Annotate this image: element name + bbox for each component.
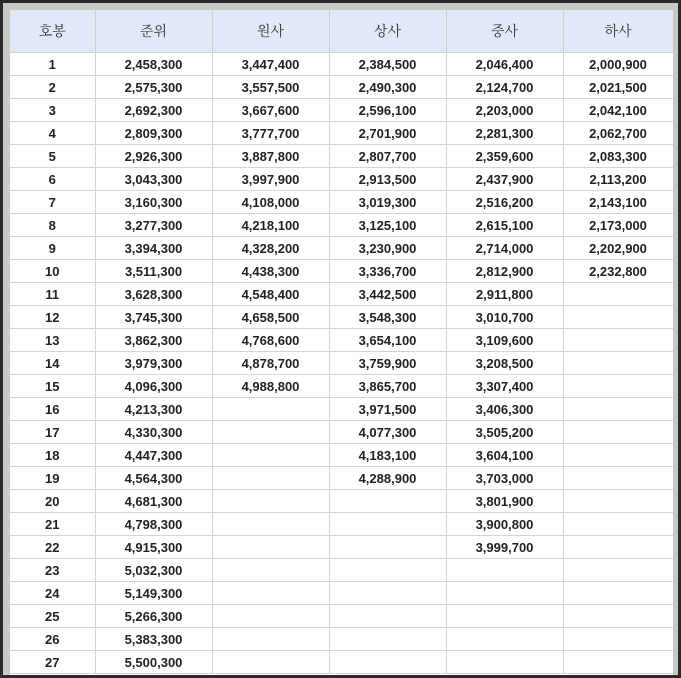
- cell-rank-step: 23: [10, 559, 95, 582]
- cell-sergeant-major: [212, 444, 329, 467]
- cell-rank-step: 18: [10, 444, 95, 467]
- table-row: [10, 444, 673, 467]
- cell-staff-sergeant: 2,173,000: [563, 214, 673, 237]
- cell-sergeant-major: 3,997,900: [212, 168, 329, 191]
- cell-warrant-officer: 5,500,300: [95, 651, 212, 674]
- cell-rank-step: 26: [10, 628, 95, 651]
- cell-master-sergeant: 4,077,300: [329, 421, 446, 444]
- table-row: [10, 421, 673, 444]
- cell-rank-step: 19: [10, 467, 95, 490]
- cell-sergeant-first-class: [446, 628, 563, 651]
- cell-master-sergeant: [329, 536, 446, 559]
- cell-sergeant-first-class: 3,604,100: [446, 444, 563, 467]
- cell-sergeant-major: [212, 651, 329, 674]
- cell-warrant-officer: 3,862,300: [95, 329, 212, 352]
- cell-sergeant-major: 4,218,100: [212, 214, 329, 237]
- cell-sergeant-major: 4,438,300: [212, 260, 329, 283]
- cell-master-sergeant: [329, 651, 446, 674]
- cell-master-sergeant: 3,971,500: [329, 398, 446, 421]
- cell-rank-step: 10: [10, 260, 95, 283]
- cell-warrant-officer: 4,915,300: [95, 536, 212, 559]
- table-row: [10, 628, 673, 651]
- cell-sergeant-major: [212, 513, 329, 536]
- cell-sergeant-major: 3,667,600: [212, 99, 329, 122]
- cell-sergeant-first-class: 2,714,000: [446, 237, 563, 260]
- cell-master-sergeant: [329, 513, 446, 536]
- cell-warrant-officer: 3,511,300: [95, 260, 212, 283]
- cell-rank-step: 1: [10, 53, 95, 76]
- table-row: [10, 329, 673, 352]
- cell-sergeant-first-class: 2,124,700: [446, 76, 563, 99]
- cell-sergeant-first-class: 2,046,400: [446, 53, 563, 76]
- cell-rank-step: 6: [10, 168, 95, 191]
- table-row: [10, 513, 673, 536]
- cell-sergeant-major: 3,447,400: [212, 53, 329, 76]
- cell-sergeant-first-class: 2,615,100: [446, 214, 563, 237]
- cell-warrant-officer: 2,692,300: [95, 99, 212, 122]
- cell-sergeant-major: 3,887,800: [212, 145, 329, 168]
- cell-sergeant-major: [212, 559, 329, 582]
- cell-sergeant-first-class: 3,010,700: [446, 306, 563, 329]
- table-row: [10, 605, 673, 628]
- cell-master-sergeant: 2,913,500: [329, 168, 446, 191]
- cell-sergeant-first-class: 3,505,200: [446, 421, 563, 444]
- table-header-row: [10, 10, 673, 53]
- header-master-sergeant: 상사: [329, 10, 446, 53]
- cell-rank-step: 22: [10, 536, 95, 559]
- table-row: [10, 467, 673, 490]
- cell-sergeant-major: [212, 536, 329, 559]
- cell-rank-step: 4: [10, 122, 95, 145]
- cell-sergeant-major: 4,988,800: [212, 375, 329, 398]
- table-row: [10, 168, 673, 191]
- header-rank-step: 호봉: [10, 10, 95, 53]
- cell-sergeant-first-class: 3,703,000: [446, 467, 563, 490]
- cell-staff-sergeant: 2,021,500: [563, 76, 673, 99]
- cell-master-sergeant: 3,442,500: [329, 283, 446, 306]
- table-row: [10, 191, 673, 214]
- cell-rank-step: 13: [10, 329, 95, 352]
- cell-staff-sergeant: 2,000,900: [563, 53, 673, 76]
- cell-sergeant-first-class: 2,203,000: [446, 99, 563, 122]
- cell-master-sergeant: 3,865,700: [329, 375, 446, 398]
- cell-warrant-officer: 4,798,300: [95, 513, 212, 536]
- cell-warrant-officer: 4,681,300: [95, 490, 212, 513]
- cell-sergeant-first-class: 2,911,800: [446, 283, 563, 306]
- cell-rank-step: 17: [10, 421, 95, 444]
- cell-sergeant-first-class: 3,801,900: [446, 490, 563, 513]
- cell-master-sergeant: 3,019,300: [329, 191, 446, 214]
- cell-staff-sergeant: [563, 398, 673, 421]
- table-row: [10, 214, 673, 237]
- cell-staff-sergeant: 2,042,100: [563, 99, 673, 122]
- cell-sergeant-first-class: 3,109,600: [446, 329, 563, 352]
- cell-sergeant-major: [212, 421, 329, 444]
- table-row: [10, 53, 673, 76]
- table-row: [10, 283, 673, 306]
- cell-rank-step: 8: [10, 214, 95, 237]
- cell-master-sergeant: [329, 605, 446, 628]
- cell-sergeant-first-class: 3,208,500: [446, 352, 563, 375]
- cell-staff-sergeant: [563, 490, 673, 513]
- header-sergeant-major: 원사: [212, 10, 329, 53]
- cell-sergeant-first-class: 2,812,900: [446, 260, 563, 283]
- cell-sergeant-major: [212, 398, 329, 421]
- cell-sergeant-first-class: 3,406,300: [446, 398, 563, 421]
- cell-rank-step: 9: [10, 237, 95, 260]
- cell-sergeant-major: 3,777,700: [212, 122, 329, 145]
- cell-staff-sergeant: 2,083,300: [563, 145, 673, 168]
- cell-sergeant-first-class: 2,359,600: [446, 145, 563, 168]
- cell-warrant-officer: 4,330,300: [95, 421, 212, 444]
- cell-rank-step: 3: [10, 99, 95, 122]
- cell-staff-sergeant: 2,202,900: [563, 237, 673, 260]
- cell-staff-sergeant: [563, 559, 673, 582]
- table-row: [10, 260, 673, 283]
- cell-staff-sergeant: [563, 651, 673, 674]
- cell-warrant-officer: 2,809,300: [95, 122, 212, 145]
- table-row: [10, 145, 673, 168]
- cell-staff-sergeant: 2,062,700: [563, 122, 673, 145]
- cell-staff-sergeant: [563, 329, 673, 352]
- table-row: [10, 398, 673, 421]
- cell-rank-step: 5: [10, 145, 95, 168]
- table-row: [10, 306, 673, 329]
- cell-rank-step: 27: [10, 651, 95, 674]
- cell-master-sergeant: 4,288,900: [329, 467, 446, 490]
- cell-sergeant-major: [212, 605, 329, 628]
- cell-staff-sergeant: [563, 444, 673, 467]
- cell-master-sergeant: [329, 490, 446, 513]
- cell-sergeant-first-class: 3,999,700: [446, 536, 563, 559]
- cell-sergeant-major: 4,878,700: [212, 352, 329, 375]
- cell-rank-step: 12: [10, 306, 95, 329]
- cell-sergeant-major: [212, 628, 329, 651]
- cell-warrant-officer: 5,032,300: [95, 559, 212, 582]
- cell-master-sergeant: 2,384,500: [329, 53, 446, 76]
- cell-rank-step: 20: [10, 490, 95, 513]
- cell-rank-step: 2: [10, 76, 95, 99]
- table-row: [10, 559, 673, 582]
- cell-sergeant-major: 4,108,000: [212, 191, 329, 214]
- cell-rank-step: 11: [10, 283, 95, 306]
- cell-master-sergeant: 3,548,300: [329, 306, 446, 329]
- table-row: [10, 582, 673, 605]
- cell-master-sergeant: [329, 559, 446, 582]
- header-sergeant-first-class: 중사: [446, 10, 563, 53]
- cell-staff-sergeant: 2,232,800: [563, 260, 673, 283]
- cell-warrant-officer: 3,394,300: [95, 237, 212, 260]
- cell-staff-sergeant: 2,143,100: [563, 191, 673, 214]
- cell-sergeant-first-class: [446, 582, 563, 605]
- cell-master-sergeant: 2,596,100: [329, 99, 446, 122]
- cell-master-sergeant: 2,701,900: [329, 122, 446, 145]
- cell-master-sergeant: 3,336,700: [329, 260, 446, 283]
- cell-warrant-officer: 3,043,300: [95, 168, 212, 191]
- cell-sergeant-major: 4,768,600: [212, 329, 329, 352]
- cell-warrant-officer: 3,160,300: [95, 191, 212, 214]
- cell-sergeant-first-class: [446, 559, 563, 582]
- cell-staff-sergeant: 2,113,200: [563, 168, 673, 191]
- cell-staff-sergeant: [563, 467, 673, 490]
- cell-sergeant-first-class: [446, 651, 563, 674]
- cell-warrant-officer: 2,575,300: [95, 76, 212, 99]
- table-row: [10, 237, 673, 260]
- cell-sergeant-first-class: 2,437,900: [446, 168, 563, 191]
- cell-staff-sergeant: [563, 582, 673, 605]
- cell-master-sergeant: 2,807,700: [329, 145, 446, 168]
- cell-staff-sergeant: [563, 352, 673, 375]
- cell-rank-step: 24: [10, 582, 95, 605]
- table-row: [10, 76, 673, 99]
- cell-staff-sergeant: [563, 513, 673, 536]
- table-row: [10, 122, 673, 145]
- salary-table: [10, 10, 673, 674]
- table-row: [10, 99, 673, 122]
- cell-warrant-officer: 5,266,300: [95, 605, 212, 628]
- table-row: [10, 536, 673, 559]
- header-staff-sergeant: 하사: [563, 10, 673, 53]
- cell-rank-step: 14: [10, 352, 95, 375]
- cell-sergeant-first-class: 2,516,200: [446, 191, 563, 214]
- cell-warrant-officer: 2,458,300: [95, 53, 212, 76]
- table-body: [10, 53, 673, 674]
- cell-sergeant-first-class: 2,281,300: [446, 122, 563, 145]
- cell-sergeant-first-class: 3,900,800: [446, 513, 563, 536]
- cell-warrant-officer: 4,564,300: [95, 467, 212, 490]
- cell-staff-sergeant: [563, 605, 673, 628]
- cell-rank-step: 15: [10, 375, 95, 398]
- cell-master-sergeant: 3,654,100: [329, 329, 446, 352]
- cell-rank-step: 16: [10, 398, 95, 421]
- cell-staff-sergeant: [563, 375, 673, 398]
- cell-staff-sergeant: [563, 628, 673, 651]
- table-viewport: [9, 9, 673, 676]
- cell-staff-sergeant: [563, 283, 673, 306]
- cell-staff-sergeant: [563, 306, 673, 329]
- cell-master-sergeant: 3,759,900: [329, 352, 446, 375]
- cell-sergeant-major: [212, 582, 329, 605]
- cell-sergeant-major: [212, 467, 329, 490]
- cell-warrant-officer: 3,745,300: [95, 306, 212, 329]
- cell-rank-step: 7: [10, 191, 95, 214]
- cell-master-sergeant: 3,125,100: [329, 214, 446, 237]
- cell-warrant-officer: 2,926,300: [95, 145, 212, 168]
- cell-staff-sergeant: [563, 421, 673, 444]
- cell-warrant-officer: 3,277,300: [95, 214, 212, 237]
- cell-master-sergeant: [329, 582, 446, 605]
- cell-warrant-officer: 4,447,300: [95, 444, 212, 467]
- cell-warrant-officer: 5,383,300: [95, 628, 212, 651]
- cell-master-sergeant: [329, 628, 446, 651]
- cell-sergeant-major: 4,548,400: [212, 283, 329, 306]
- cell-rank-step: 25: [10, 605, 95, 628]
- table-row: [10, 375, 673, 398]
- table-row: [10, 352, 673, 375]
- cell-sergeant-major: 4,328,200: [212, 237, 329, 260]
- cell-warrant-officer: 3,628,300: [95, 283, 212, 306]
- cell-sergeant-first-class: [446, 605, 563, 628]
- cell-warrant-officer: 3,979,300: [95, 352, 212, 375]
- cell-rank-step: 21: [10, 513, 95, 536]
- cell-master-sergeant: 3,230,900: [329, 237, 446, 260]
- cell-sergeant-major: 3,557,500: [212, 76, 329, 99]
- cell-sergeant-major: 4,658,500: [212, 306, 329, 329]
- cell-master-sergeant: 4,183,100: [329, 444, 446, 467]
- table-row: [10, 490, 673, 513]
- header-warrant-officer: 준위: [95, 10, 212, 53]
- table-row: [10, 651, 673, 674]
- cell-staff-sergeant: [563, 536, 673, 559]
- cell-warrant-officer: 4,096,300: [95, 375, 212, 398]
- cell-warrant-officer: 4,213,300: [95, 398, 212, 421]
- cell-warrant-officer: 5,149,300: [95, 582, 212, 605]
- cell-master-sergeant: 2,490,300: [329, 76, 446, 99]
- cell-sergeant-major: [212, 490, 329, 513]
- cell-sergeant-first-class: 3,307,400: [446, 375, 563, 398]
